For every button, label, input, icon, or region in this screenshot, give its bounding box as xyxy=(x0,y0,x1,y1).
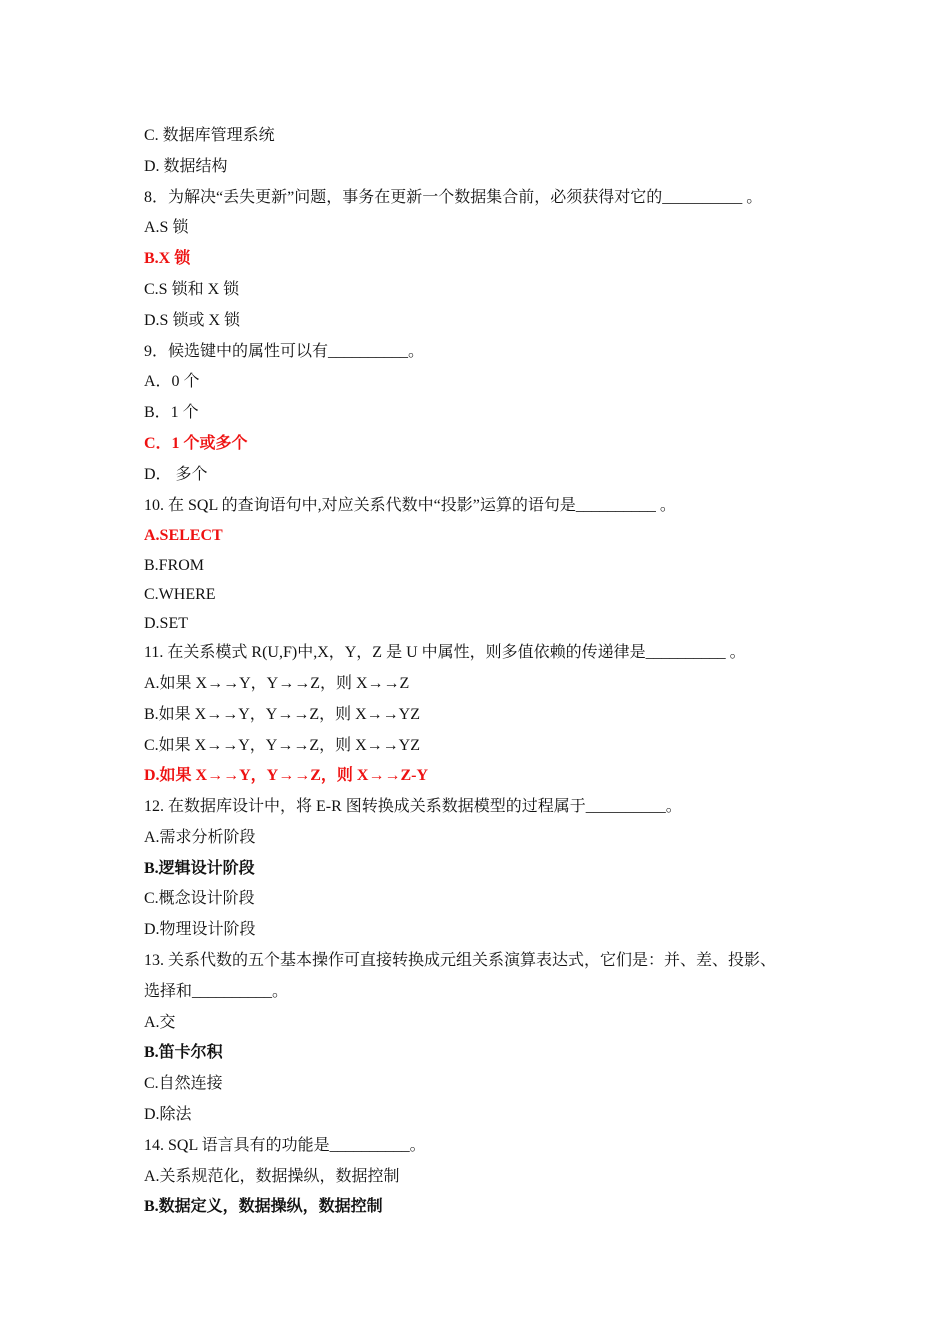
question-12: 12. 在数据库设计中，将 E-R 图转换成关系数据模型的过程属于__________。 xyxy=(144,798,682,816)
answer-line: D.如果 X→→Y，Y→→Z，则 X→→Z-Y xyxy=(144,767,429,785)
question-13: 13. 关系代数的五个基本操作可直接转换成元组关系演算表达式，它们是：并、差、投影、 xyxy=(144,952,777,970)
answer-line: B.X 锁 xyxy=(144,250,191,268)
answer-line: C．1 个或多个 xyxy=(144,434,248,452)
option-line: A.S 锁 xyxy=(144,219,189,237)
answer-line: B.逻辑设计阶段 xyxy=(144,859,255,877)
answer-line: B.数据定义，数据操纵，数据控制 xyxy=(144,1198,383,1216)
option-line: B.FROM xyxy=(144,556,205,574)
option-line: A．0 个 xyxy=(144,373,200,391)
question-13-cont: 选择和__________。 xyxy=(144,982,289,1000)
option-line: A.需求分析阶段 xyxy=(144,828,256,846)
option-line: B．1 个 xyxy=(144,404,199,422)
option-line: C.概念设计阶段 xyxy=(144,890,255,908)
option-line: A.如果 X→→Y，Y→→Z，则 X→→Z xyxy=(144,674,410,692)
option-line: D.除法 xyxy=(144,1106,192,1124)
option-line: A.关系规范化，数据操纵，数据控制 xyxy=(144,1167,400,1185)
question-9: 9．候选键中的属性可以有__________。 xyxy=(144,342,425,360)
option-line: C.S 锁和 X 锁 xyxy=(144,280,240,298)
option-line: D.S 锁或 X 锁 xyxy=(144,311,241,329)
question-10: 10. 在 SQL 的查询语句中,对应关系代数中“投影”运算的语句是__________ 。 xyxy=(144,496,676,514)
answer-line: B.笛卡尔积 xyxy=(144,1044,223,1062)
text-line: D. 数据结构 xyxy=(144,157,228,175)
option-line: D.物理设计阶段 xyxy=(144,921,256,939)
question-11: 11. 在关系模式 R(U,F)中,X，Y，Z 是 U 中属性，则多值依赖的传递律是__________ 。 xyxy=(144,644,746,662)
option-line: C.如果 X→→Y，Y→→Z，则 X→→YZ xyxy=(144,736,420,754)
option-line: A.交 xyxy=(144,1013,176,1031)
question-8: 8．为解决“丢失更新”问题，事务在更新一个数据集合前，必须获得对它的__________ 。 xyxy=(144,188,763,206)
answer-line: A.SELECT xyxy=(144,527,223,545)
option-line: D.SET xyxy=(144,614,188,632)
option-line: D． 多个 xyxy=(144,465,208,483)
question-list xyxy=(144,121,824,1223)
text-line: C. 数据库管理系统 xyxy=(144,127,275,144)
option-line: C.WHERE xyxy=(144,585,216,603)
option-line: C.自然连接 xyxy=(144,1075,223,1093)
option-line: B.如果 X→→Y，Y→→Z，则 X→→YZ xyxy=(144,705,420,723)
question-14: 14. SQL 语言具有的功能是__________。 xyxy=(144,1136,426,1154)
